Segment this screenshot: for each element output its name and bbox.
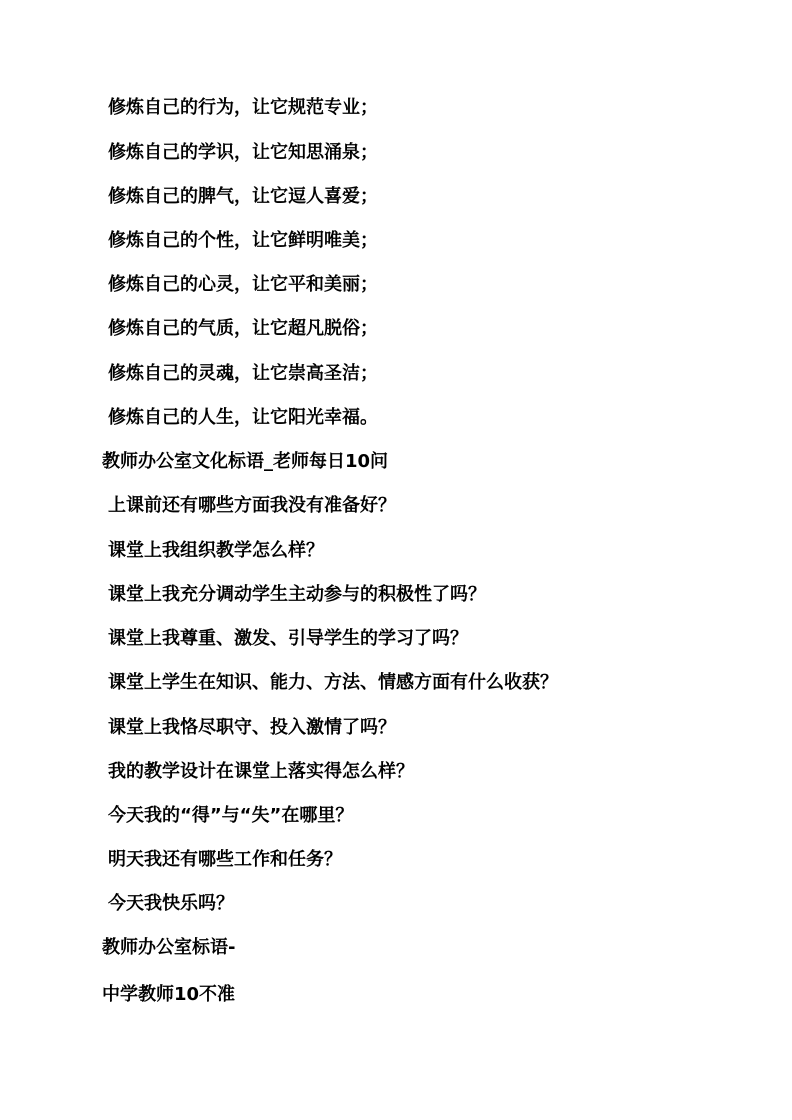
- text-line: 修炼自己的心灵，让它平和美丽；: [108, 274, 378, 295]
- text-line: 课堂上我组织教学怎么样？: [108, 540, 324, 561]
- text-line: 修炼自己的脾气，让它逗人喜爱；: [108, 186, 378, 207]
- section-heading: 中学教师10不准: [102, 984, 236, 1005]
- text-line: 我的教学设计在课堂上落实得怎么样？: [108, 761, 414, 782]
- text-line: 今天我的“得”与“失”在哪里？: [108, 805, 354, 826]
- text-line: 明天我还有哪些工作和任务？: [108, 849, 342, 870]
- text-line: 课堂上我尊重、激发、引导学生的学习了吗？: [108, 628, 468, 649]
- text-line: 修炼自己的人生，让它阳光幸福。: [108, 407, 378, 428]
- text-line: 课堂上学生在知识、能力、方法、情感方面有什么收获？: [108, 672, 558, 693]
- text-line: 修炼自己的气质，让它超凡脱俗；: [108, 318, 378, 339]
- text-line: 今天我快乐吗？: [108, 893, 234, 914]
- text-line: 修炼自己的学识，让它知思涌泉；: [108, 142, 378, 163]
- section-heading: 教师办公室文化标语_老师每日10问: [102, 451, 389, 472]
- text-line: 课堂上我恪尽职守、投入激情了吗？: [108, 717, 396, 738]
- section-heading: 教师办公室标语-: [102, 937, 236, 958]
- text-line: 修炼自己的个性，让它鲜明唯美；: [108, 230, 378, 251]
- text-line: 修炼自己的灵魂，让它崇高圣洁；: [108, 363, 378, 384]
- text-line: 课堂上我充分调动学生主动参与的积极性了吗？: [108, 584, 486, 605]
- text-line: 修炼自己的行为，让它规范专业；: [108, 97, 378, 118]
- text-line: 上课前还有哪些方面我没有准备好？: [108, 495, 396, 516]
